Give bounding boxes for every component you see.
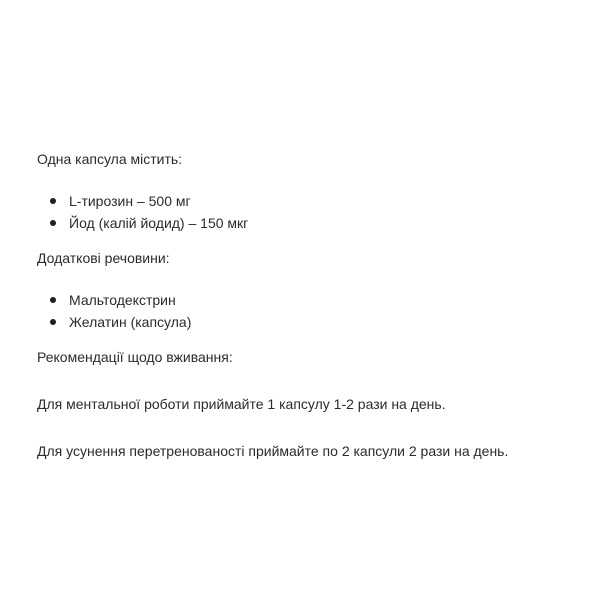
usage-heading: Рекомендації щодо вживання: — [37, 349, 233, 365]
usage-overtraining-text: Для усунення перетренованості приймайте по 2 капсули 2 рази на день. — [37, 443, 509, 459]
additional-list — [37, 289, 577, 333]
contents-list — [37, 190, 577, 234]
contents-heading: Одна капсула містить: — [37, 151, 183, 167]
usage-mental-text: Для ментальної роботи приймайте 1 капсулу 1-2 рази на день. — [37, 396, 446, 412]
list-item: Мальтодекстрин — [37, 289, 577, 311]
product-description — [37, 149, 577, 461]
list-item: Желатин (капсула) — [37, 311, 577, 333]
list-item: L-тирозин – 500 мг — [37, 190, 577, 212]
additional-heading: Додаткові речовини: — [37, 250, 170, 266]
list-item: Йод (калій йодид) – 150 мкг — [37, 212, 577, 234]
